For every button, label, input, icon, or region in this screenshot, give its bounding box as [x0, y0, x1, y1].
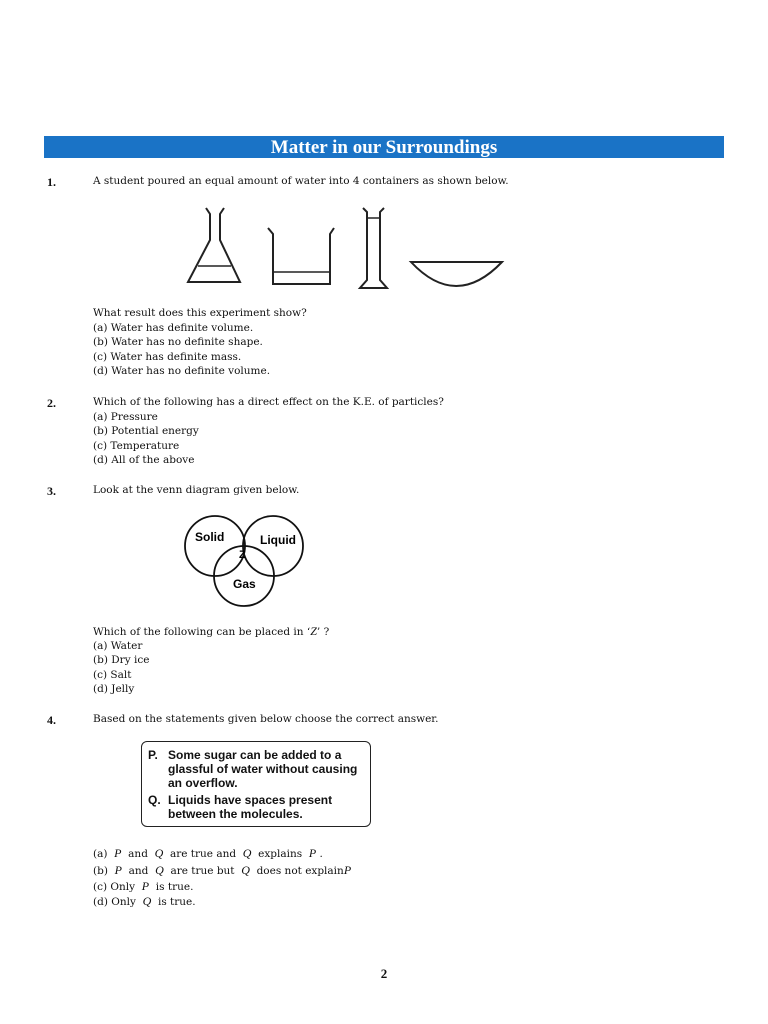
question-number: 3. — [47, 484, 56, 498]
beaker-icon — [268, 228, 334, 284]
option-d: (d) Water has no definite volume. — [93, 365, 271, 378]
question-pre: Which of the following can be placed in ‘ — [93, 626, 311, 638]
question-prompt: Based on the statements given below choose the correct answer. — [93, 713, 439, 725]
venn-label-liquid: Liquid — [260, 533, 296, 547]
question-prompt: A student poured an equal amount of water into 4 containers as shown below. — [93, 175, 509, 187]
question-text — [93, 395, 444, 468]
page-title: Matter in our Surroundings — [44, 136, 724, 158]
question-var: Z — [310, 624, 317, 638]
question-prompt: Which of the following has a direct effect on the K.E. of particles? — [93, 396, 444, 408]
option-b: (b) Dry ice — [93, 654, 150, 667]
option-a: (a) Water — [93, 639, 143, 652]
question-prompt: Look at the venn diagram given below. — [93, 484, 300, 496]
statement-key: Q. — [148, 793, 161, 807]
conical-flask-icon — [188, 208, 240, 282]
venn-label-center: Z — [239, 549, 246, 561]
statement-key: P. — [148, 748, 158, 762]
question-number: 2. — [47, 396, 56, 410]
option-d: (d) Only Q is true. — [93, 894, 196, 908]
venn-label-solid: Solid — [195, 530, 225, 544]
question-line — [93, 624, 329, 639]
option-b: (b) P and Q are true but Q does not explainP — [93, 862, 352, 877]
option-c: (c) Water has definite mass. — [93, 350, 242, 363]
question-number: 4. — [47, 713, 56, 727]
question-line: What result does this experiment show? — [93, 307, 307, 319]
option-a: (a) Pressure — [93, 410, 158, 423]
option-a: (a) P and Q are true and Q explains P . — [93, 846, 323, 860]
option-c: (c) Salt — [93, 668, 132, 681]
dish-icon — [411, 262, 502, 286]
statement-text: Liquids have spaces present between the molecules. — [168, 793, 333, 821]
venn-diagram — [180, 506, 312, 610]
statements-box — [141, 741, 371, 827]
statement-q — [148, 793, 364, 821]
statement-text: Some sugar can be added to a glassful of water without causing an overflow. — [168, 748, 358, 790]
option-c: (c) Only P is true. — [93, 879, 194, 893]
question-post: ’ ? — [316, 626, 330, 638]
question-text — [93, 306, 307, 379]
options-list — [93, 845, 351, 908]
venn-label-gas: Gas — [233, 577, 256, 591]
statement-p — [148, 748, 364, 790]
option-a: (a) Water has definite volume. — [93, 321, 254, 334]
option-b: (b) Potential energy — [93, 425, 199, 438]
page-number: 2 — [380, 966, 388, 981]
option-c: (c) Temperature — [93, 439, 180, 452]
option-d: (d) Jelly — [93, 683, 135, 696]
question-text — [93, 624, 329, 697]
question-number: 1. — [47, 175, 56, 189]
measuring-cylinder-icon — [360, 208, 387, 288]
option-d: (d) All of the above — [93, 454, 195, 467]
option-b: (b) Water has no definite shape. — [93, 336, 263, 349]
containers-illustration — [180, 200, 510, 295]
